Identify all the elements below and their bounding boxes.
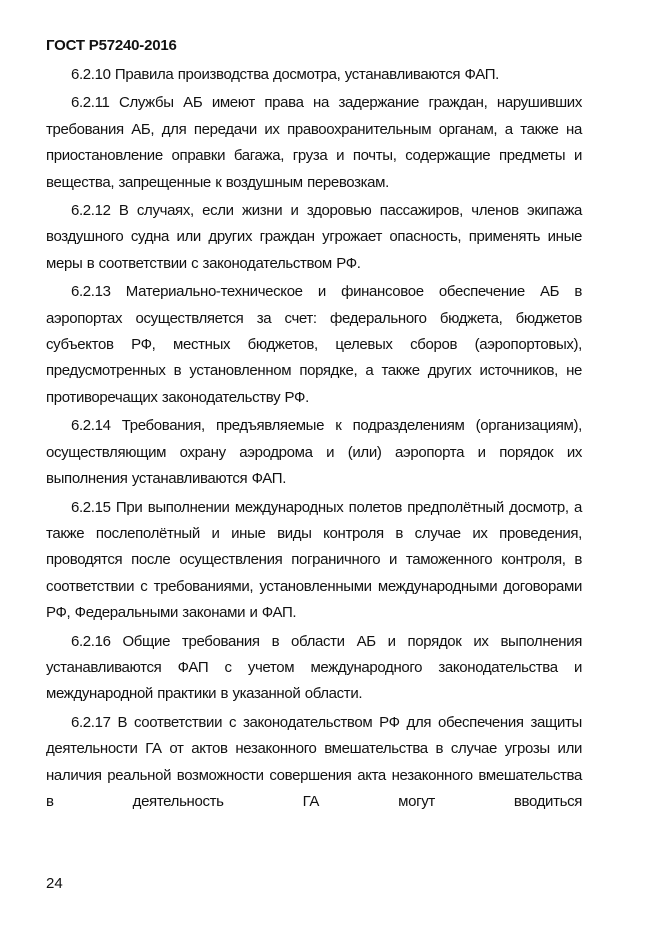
paragraph-6-2-15: 6.2.15 При выполнении международных полетов предполётный досмотр, а также послеполётный и иные виды контроля в случае их проведения, проводятся после осуществления пограничного и таможенного контроля, в соответствии с требованиями, установленными международными договорами РФ, Федеральными законами и ФАП. [46,498,582,622]
document-body [46,62,582,817]
document-header: ГОСТ Р57240-2016 [46,37,177,54]
paragraph-6-2-10: 6.2.10 Правила производства досмотра, устанавливаются ФАП. [71,66,499,83]
paragraph-6-2-13: 6.2.13 Материально-техническое и финансовое обеспечение АБ в аэропортах осуществляется за счет: федерального бюджета, бюджетов субъектов РФ, местных бюджетов, целевых сборов (аэропортовых), предусмотренных в установленном порядке, а также других источников, не противоречащих законодательству РФ. [46,283,582,406]
page-number: 24 [46,875,63,892]
paragraph-6-2-12: 6.2.12 В случаях, если жизни и здоровью пассажиров, членов экипажа воздушного судна или других граждан угрожает опасность, применять иные меры в соответствии с законодательством РФ. [46,202,582,272]
paragraph-6-2-11: 6.2.11 Службы АБ имеют права на задержание граждан, нарушивших требования АБ, для передачи их правоохранительным органам, а также на приостановление оправки багажа, груза и почты, содержащие предметы и вещества, запрещенные к воздушным перевозкам. [46,94,582,191]
paragraph-6-2-16: 6.2.16 Общие требования в области АБ и порядок их выполнения устанавливаются ФАП с учетом международного законодательства и международной практики в указанной области. [46,632,582,703]
paragraph-6-2-14: 6.2.14 Требования, предъявляемые к подразделениям (организациям), осуществляющим охрану аэродрома и (или) аэропорта и порядок их выполнения устанавливаются ФАП. [46,417,582,488]
paragraph-6-2-17: 6.2.17 В соответствии с законодательством РФ для обеспечения защиты деятельности ГА от актов незаконного вмешательства в случае угрозы или наличия реальной возможности совершения акта незаконного вмешательства в деятельность ГА могут вводиться [46,713,582,810]
